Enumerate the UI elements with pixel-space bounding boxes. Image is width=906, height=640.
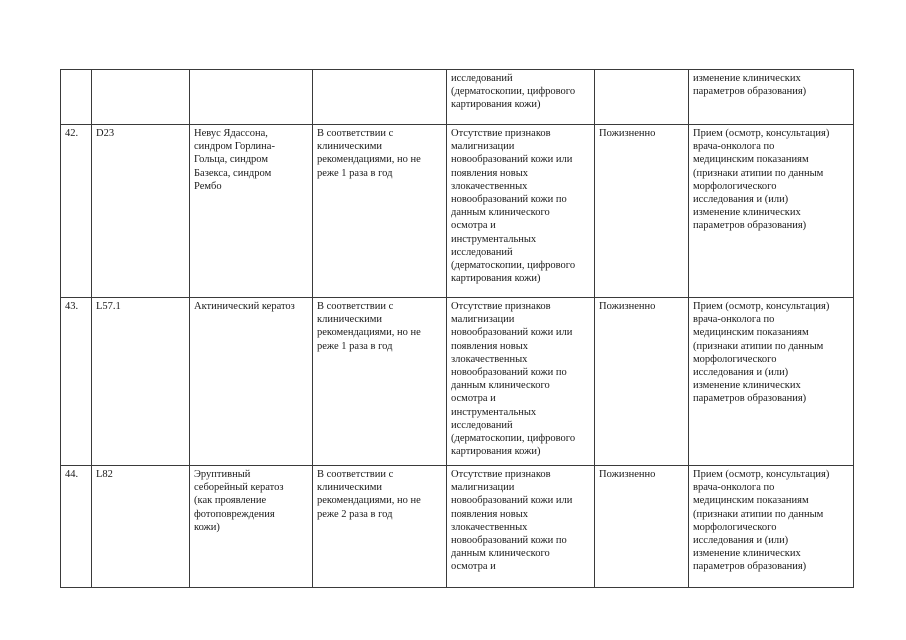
cell-text-line: (дерматоскопии, цифрового xyxy=(451,86,576,98)
action-cell xyxy=(689,125,854,298)
cell-text-line: осмотра и xyxy=(451,561,496,573)
duration-cell: Пожизненно xyxy=(595,466,689,588)
duration-cell xyxy=(595,70,689,125)
cell-text-line: злокачественных xyxy=(451,521,528,533)
cell-text-line: клиническими xyxy=(317,141,383,153)
cell-text-line: В соответствии с xyxy=(317,469,394,480)
cell-text-line: параметров образования) xyxy=(693,393,807,405)
cell-text-line: малигнизации xyxy=(451,141,515,153)
duration-cell: Пожизненно xyxy=(595,298,689,466)
cell-text-line: исследований xyxy=(451,73,513,84)
row-number-cell: 44. xyxy=(61,466,92,588)
cell-text-line: врача-онколога по xyxy=(693,314,775,326)
cell-text-line: Прием (осмотр, консультация) xyxy=(693,301,830,312)
cell-text-line: (как проявление xyxy=(194,495,267,507)
cell-text-line: кожи) xyxy=(194,521,220,533)
cell-text-line: параметров образования) xyxy=(693,220,807,232)
cell-text-line: появления новых xyxy=(451,340,529,352)
frequency-cell xyxy=(313,70,447,125)
cell-text-line: (дерматоскопии, цифрового xyxy=(451,433,576,445)
cell-text-line: клиническими xyxy=(317,314,383,326)
criteria-cell xyxy=(447,466,595,588)
cell-text-line: врача-онколога по xyxy=(693,141,775,153)
table-row xyxy=(61,125,854,298)
disease-cell xyxy=(190,466,313,588)
cell-text-line: Отсутствие признаков xyxy=(451,301,551,312)
disease-cell xyxy=(190,125,313,298)
cell-text-line: (признаки атипии по данным xyxy=(693,508,824,520)
cell-text-line: изменение клинических xyxy=(693,548,801,560)
cell-text-line: синдром Горлина- xyxy=(194,141,275,153)
table-body xyxy=(61,70,854,588)
disease-cell xyxy=(190,70,313,125)
cell-text-line: Невус Ядассона, xyxy=(194,128,268,139)
cell-text-line: Прием (осмотр, консультация) xyxy=(693,128,830,139)
cell-text-line: Актинический кератоз xyxy=(194,301,295,312)
cell-text-line: картирования кожи) xyxy=(451,273,541,285)
cell-text-line: Прием (осмотр, консультация) xyxy=(693,469,830,480)
criteria-cell xyxy=(447,125,595,298)
frequency-cell xyxy=(313,466,447,588)
cell-text-line: инструментальных xyxy=(451,406,537,418)
cell-text-line: изменение клинических xyxy=(693,73,801,84)
cell-text-line: В соответствии с xyxy=(317,128,394,139)
cell-text-line: медицинским показаниям xyxy=(693,327,809,339)
cell-text-line: Эруптивный xyxy=(194,469,251,480)
frequency-cell xyxy=(313,125,447,298)
row-number-cell: 42. xyxy=(61,125,92,298)
cell-text-line: морфологического xyxy=(693,180,777,192)
cell-text-line: новообразований кожи или xyxy=(451,154,573,166)
cell-text-line: злокачественных xyxy=(451,180,528,192)
cell-text-line: рекомендациями, но не xyxy=(317,495,421,507)
icd-code-cell xyxy=(92,70,190,125)
cell-text-line: Гольца, синдром xyxy=(194,154,269,166)
icd-code-cell: D23 xyxy=(92,125,190,298)
cell-text-line: появления новых xyxy=(451,167,529,179)
action-cell xyxy=(689,466,854,588)
cell-text-line: себорейный кератоз xyxy=(194,482,284,494)
cell-text-line: новообразований кожи по xyxy=(451,194,567,206)
cell-text-line: Отсутствие признаков xyxy=(451,469,551,480)
disease-cell xyxy=(190,298,313,466)
cell-text-line: исследований xyxy=(451,246,513,258)
table-row xyxy=(61,70,854,125)
cell-text-line: реже 1 раза в год xyxy=(317,167,393,179)
cell-text-line: исследования и (или) xyxy=(693,194,789,206)
cell-text-line: исследований xyxy=(451,419,513,431)
cell-text-line: осмотра и xyxy=(451,220,496,232)
cell-text-line: инструментальных xyxy=(451,233,537,245)
cell-text-line: данным клинического xyxy=(451,380,550,392)
cell-text-line: появления новых xyxy=(451,508,529,520)
cell-text-line: данным клинического xyxy=(451,207,550,219)
cell-text-line: малигнизации xyxy=(451,314,515,326)
cell-text-line: исследования и (или) xyxy=(693,535,789,547)
cell-text-line: параметров образования) xyxy=(693,561,807,573)
cell-text-line: новообразований кожи или xyxy=(451,327,573,339)
cell-text-line: В соответствии с xyxy=(317,301,394,312)
cell-text-line: реже 2 раза в год xyxy=(317,508,393,520)
cell-text-line: морфологического xyxy=(693,353,777,365)
icd-code-cell: L82 xyxy=(92,466,190,588)
cell-text-line: рекомендациями, но не xyxy=(317,327,421,339)
observation-table xyxy=(60,69,854,588)
cell-text-line: изменение клинических xyxy=(693,380,801,392)
cell-text-line: данным клинического xyxy=(451,548,550,560)
cell-text-line: картирования кожи) xyxy=(451,99,541,111)
action-cell xyxy=(689,70,854,125)
cell-text-line: фотоповреждения xyxy=(194,508,275,520)
cell-text-line: морфологического xyxy=(693,521,777,533)
icd-code-cell: L57.1 xyxy=(92,298,190,466)
frequency-cell xyxy=(313,298,447,466)
cell-text-line: картирования кожи) xyxy=(451,446,541,458)
cell-text-line: новообразований кожи по xyxy=(451,535,567,547)
duration-cell: Пожизненно xyxy=(595,125,689,298)
criteria-cell xyxy=(447,298,595,466)
table-row xyxy=(61,466,854,588)
cell-text-line: малигнизации xyxy=(451,482,515,494)
cell-text-line: новообразований кожи по xyxy=(451,367,567,379)
cell-text-line: Отсутствие признаков xyxy=(451,128,551,139)
cell-text-line: реже 1 раза в год xyxy=(317,340,393,352)
cell-text-line: клиническими xyxy=(317,482,383,494)
row-number-cell: 43. xyxy=(61,298,92,466)
cell-text-line: параметров образования) xyxy=(693,86,807,98)
cell-text-line: Рембо xyxy=(194,180,222,192)
cell-text-line: врача-онколога по xyxy=(693,482,775,494)
action-cell xyxy=(689,298,854,466)
cell-text-line: медицинским показаниям xyxy=(693,495,809,507)
cell-text-line: медицинским показаниям xyxy=(693,154,809,166)
cell-text-line: злокачественных xyxy=(451,353,528,365)
cell-text-line: (дерматоскопии, цифрового xyxy=(451,260,576,272)
cell-text-line: исследования и (или) xyxy=(693,367,789,379)
cell-text-line: (признаки атипии по данным xyxy=(693,340,824,352)
cell-text-line: изменение клинических xyxy=(693,207,801,219)
cell-text-line: Базекса, синдром xyxy=(194,167,272,179)
criteria-cell xyxy=(447,70,595,125)
row-number-cell xyxy=(61,70,92,125)
cell-text-line: (признаки атипии по данным xyxy=(693,167,824,179)
cell-text-line: рекомендациями, но не xyxy=(317,154,421,166)
table-row xyxy=(61,298,854,466)
cell-text-line: осмотра и xyxy=(451,393,496,405)
cell-text-line: новообразований кожи или xyxy=(451,495,573,507)
